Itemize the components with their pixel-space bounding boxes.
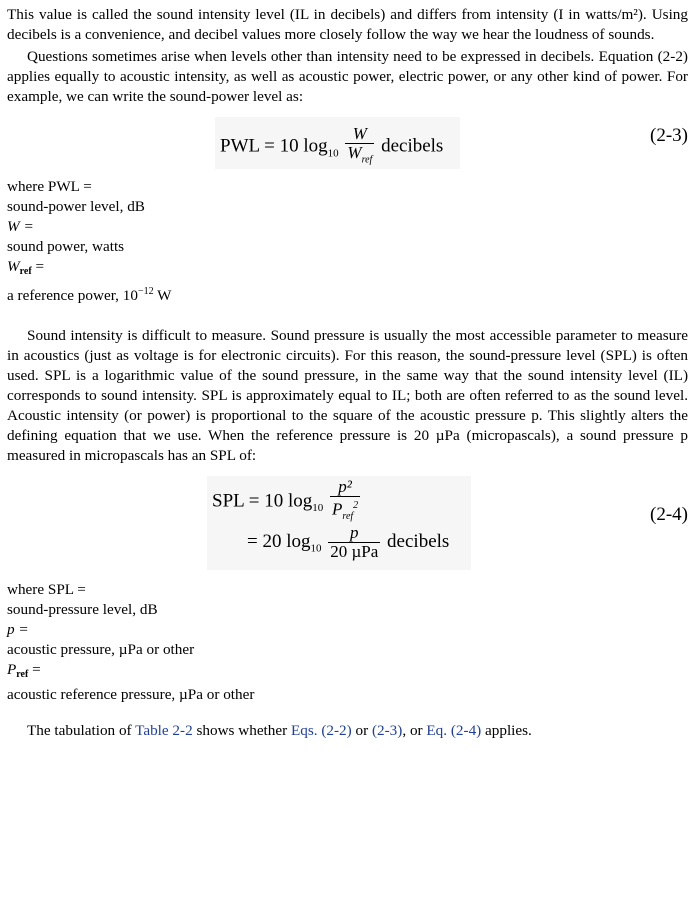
defs2-intro: where SPL = bbox=[7, 581, 86, 598]
wref-sub: ref bbox=[19, 266, 32, 277]
wref-desc-exp: −12 bbox=[137, 286, 154, 297]
eq23-numerator: W bbox=[352, 124, 367, 143]
eq23-denominator bbox=[345, 143, 374, 169]
defs1-item-w-desc: sound power, watts bbox=[7, 238, 125, 255]
equation-2-4-line2 bbox=[247, 524, 449, 561]
defs1-item-pwl-desc: sound-power level, dB bbox=[7, 198, 145, 215]
defs1-intro: where PWL = bbox=[7, 178, 92, 195]
eq24-line1-lhs: SPL = 10 log bbox=[212, 490, 313, 512]
eq24-line2-lhs: = 20 log bbox=[247, 530, 311, 552]
eq24-line1-den-sub: ref bbox=[342, 511, 354, 523]
eq23-log-base: 10 bbox=[327, 147, 339, 160]
wref-desc-main: a reference power, 10 bbox=[7, 287, 138, 304]
defs1-item-wref-desc bbox=[7, 282, 688, 306]
eq24-unit: decibels bbox=[387, 530, 450, 552]
eq24-line1-den-sup: 2 bbox=[353, 500, 359, 511]
document-page bbox=[7, 5, 688, 741]
paragraph-spl: Sound intensity is difficult to measure. Sound pressure is usually the most accessible parameter to measure in acoustics (just as voltage is for electronic circuits). For this reason, the sound-pressure level (SPL) is often used. SPL is a logarithmic value of the sound pressure, in the same way that the sound intensity level (IL) corresponds to sound intensity. SPL is approximately equal to IL; both are often referred to as the sound level. Acoustic intensity (or power) is proportional to the square of the acoustic pressure p. This slightly alters the defining equation that we use. When the reference pressure is 20 µPa (micropascals), a sound pressure p measured in micropascals has an SPL of: bbox=[7, 327, 688, 464]
closing-pre: The tabulation of bbox=[27, 722, 136, 739]
link-eq-2-3[interactable]: (2-3) bbox=[371, 722, 403, 739]
link-table-2-2[interactable]: Table 2-2 bbox=[135, 722, 193, 739]
closing-post: applies. bbox=[481, 722, 532, 739]
definitions-pwl bbox=[7, 177, 688, 306]
eq23-unit: decibels bbox=[381, 135, 444, 157]
link-eq-2-4[interactable]: Eq. (2-4) bbox=[426, 722, 482, 739]
wref-desc-tail: W bbox=[153, 287, 172, 304]
defs2-item-pref-symbol bbox=[7, 660, 688, 685]
equation-2-4-number: (2-4) bbox=[650, 504, 688, 525]
eq23-fraction bbox=[345, 125, 374, 169]
eq23-lhs: PWL = 10 log bbox=[220, 135, 328, 157]
closing-mid2: or bbox=[351, 722, 372, 739]
intro-paragraph: This value is called the sound intensity level (IL in decibels) and differs from intensity (I in watts/m²). Using decibels is a convenience, and decibel values more closely follow the way we hear the loudness of sounds. bbox=[7, 6, 688, 43]
paragraph-equation-intro: Questions sometimes arise when levels other than intensity need to be expressed in decibels. Equation (2-2) applies equally to acoustic intensity, as well as acoustic power, electric power, or any other kind of power. For example, we can write the sound-power level as: bbox=[7, 48, 688, 105]
pref-eq: = bbox=[28, 661, 41, 678]
pref-p: P bbox=[7, 661, 17, 678]
closing-mid1: shows whether bbox=[192, 722, 291, 739]
eq24-line1-fraction bbox=[330, 478, 360, 526]
pref-sub: ref bbox=[16, 669, 29, 680]
eq24-line1-den bbox=[330, 496, 360, 526]
eq24-line2-den: 20 µPa bbox=[330, 542, 379, 561]
eq24-line2-fraction bbox=[328, 524, 380, 561]
definitions-spl bbox=[7, 580, 688, 705]
eq24-line1-num: p² bbox=[338, 477, 352, 496]
equation-2-3-number: (2-3) bbox=[650, 125, 688, 146]
eq24-line2-num: p bbox=[350, 523, 359, 542]
defs2-item-pref-desc: acoustic reference pressure, µPa or other bbox=[7, 686, 255, 703]
equation-2-3-expression bbox=[220, 125, 443, 169]
eq24-line1-base: 10 bbox=[312, 502, 324, 515]
defs2-item-p-desc: acoustic pressure, µPa or other bbox=[7, 641, 195, 658]
eq24-line2-base: 10 bbox=[310, 542, 322, 555]
eq23-den-symbol: W bbox=[347, 143, 362, 162]
defs2-item-p-symbol: p = bbox=[7, 621, 29, 638]
defs2-item-spl-desc: sound-pressure level, dB bbox=[7, 601, 158, 618]
closing-mid3: , or bbox=[402, 722, 427, 739]
defs1-item-w-symbol: W = bbox=[7, 218, 34, 235]
closing-paragraph bbox=[7, 721, 688, 741]
eq24-line1-den-symbol: P bbox=[332, 499, 343, 519]
defs1-item-wref-symbol bbox=[7, 257, 688, 282]
link-eqs-2-2[interactable]: Eqs. (2-2) bbox=[290, 722, 352, 739]
equation-2-4 bbox=[7, 476, 688, 572]
wref-eq: = bbox=[31, 258, 45, 275]
equation-2-4-line1 bbox=[212, 478, 362, 526]
eq23-den-sub: ref bbox=[361, 154, 373, 166]
wref-w: W bbox=[7, 258, 20, 275]
equation-2-3 bbox=[7, 117, 688, 175]
